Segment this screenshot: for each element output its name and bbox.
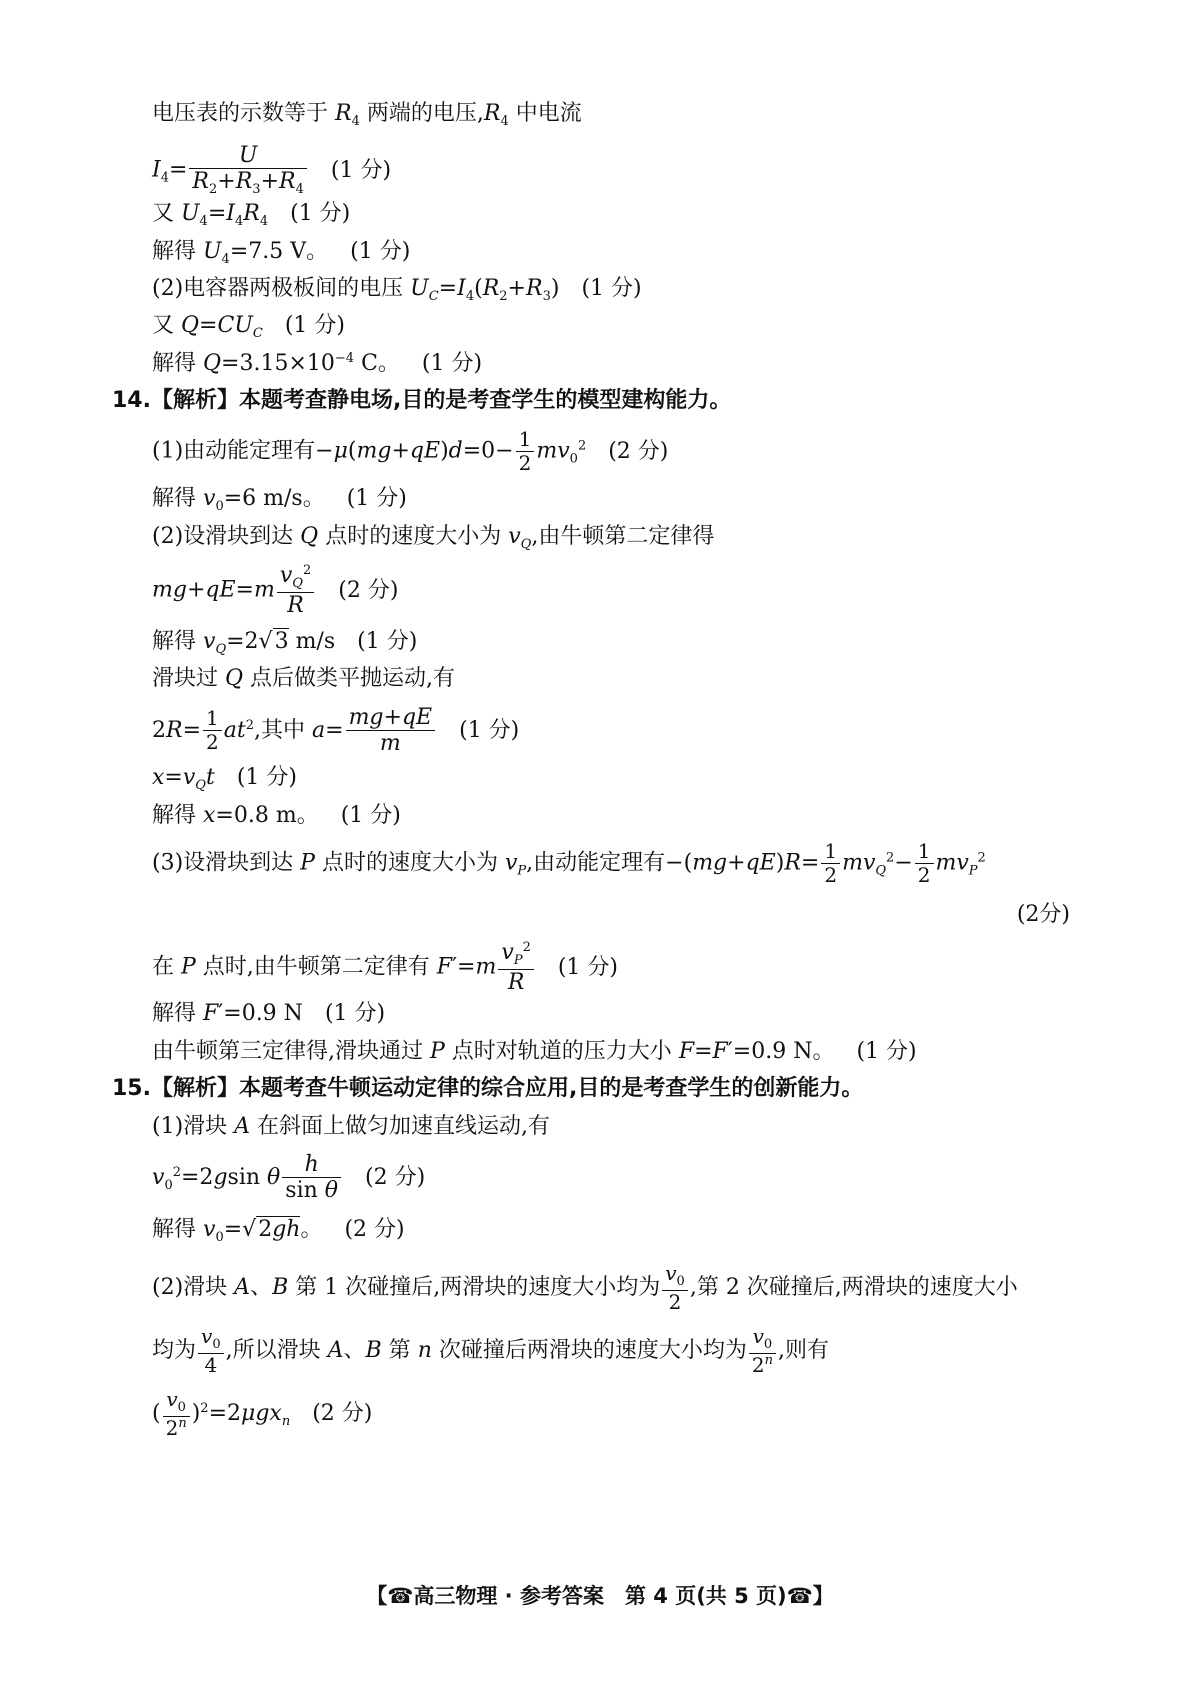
- footer-text: 高三物理 · 参考答案 第 4 页(共 5 页): [413, 1584, 787, 1608]
- result-x: 解得 x=0.8 m。 (1 分): [152, 803, 401, 828]
- formula-u4: 又 $U_4=I_4R_4$ (1 分): [152, 201, 351, 229]
- formula-energy-p: (3)设滑块到达 P 点时的速度大小为 $v_P$,由动能定理有−(mg+qE)R= $\frac{1}{2}$ $mv_Q^2-$ $\frac{1}{2}$ $mv_P^2$: [152, 839, 986, 887]
- result-v0-sqrt: 解得 $v_0=√2gh$。 (2 分): [152, 1217, 405, 1245]
- formula-centripetal-q: mg+qE=m $\frac{v_Q^2}{R}$ (2 分): [152, 563, 399, 618]
- formula-v0-squared: $v_0^2=2gsin$ θ $\frac{h}{\text{sin θ}}$ (2 分): [152, 1152, 426, 1204]
- line-vq-setup: (2)设滑块到达 Q 点时的速度大小为 $v_Q$,由牛顿第二定律得: [152, 524, 715, 552]
- formula-x: $x=v_Qt$ (1 分): [152, 765, 297, 793]
- result-v0: 解得 $v_0=6$ m/s。 (1 分): [152, 486, 407, 514]
- line-collision-n: 均为 $\frac{v_0}{4}$ ,所以滑块 A、B 第 n 次碰撞后两滑块的速度大小均为 $\frac{v_0}{2^n}$ ,则有: [152, 1324, 829, 1377]
- formula-2r: 2R= $\frac{1}{2}$ $at^2$,其中 a= $\frac{mg+qE}{m}$ (1 分): [152, 705, 520, 757]
- question-15-number: 15.: [112, 1076, 151, 1101]
- result-u4: 解得 $U_4=7.5$ V。 (1 分): [152, 239, 411, 267]
- page-footer: 【☎高三物理 · 参考答案 第 4 页(共 5 页)☎】: [366, 1584, 834, 1608]
- points-energy-p: (2分): [1016, 902, 1070, 927]
- phone-icon: ☎: [786, 1584, 813, 1608]
- question-14-header: [112, 390, 731, 412]
- result-q: 解得 $Q=3.15\times 10^{-4}$ C。 (1 分): [152, 351, 483, 376]
- question-14-number: 14.: [112, 388, 151, 413]
- result-vq: 解得 $v_Q=2√3$ m/s (1 分): [152, 629, 418, 657]
- line-collision-1: (2)滑块 A、B 第 1 次碰撞后,两滑块的速度大小均为 $\frac{v_0}{2}$ ,第 2 次碰撞后,两滑块的速度大小: [152, 1261, 1018, 1314]
- result-f-prime: 解得 F′=0.9 N (1 分): [152, 1001, 386, 1026]
- question-15-analysis: 【解析】本题考查牛顿运动定律的综合应用,目的是考查学生的创新能力。: [150, 1076, 864, 1101]
- phone-icon: ☎: [387, 1584, 414, 1608]
- line-slope-motion: (1)滑块 A 在斜面上做匀加速直线运动,有: [152, 1114, 551, 1139]
- formula-uc: (2)电容器两极板间的电压 $U_C=I_4(R_2+R_3)$ (1 分): [152, 276, 642, 304]
- question-15-header: [112, 1078, 863, 1100]
- question-14-analysis: 【解析】本题考查静电场,目的是考查学生的模型建构能力。: [150, 388, 732, 413]
- formula-kinetic-energy: (1)由动能定理有−μ(mg+qE)d=0− $\frac{1}{2}$ $mv_0^2$ (2 分): [152, 427, 669, 475]
- line-r4-current: 电压表的示数等于 $R_4$ 两端的电压$,R_4$ 中电流: [152, 101, 582, 129]
- line-projectile: 滑块过 Q 点后做类平抛运动,有: [152, 666, 456, 691]
- formula-q: 又 $Q=CU_C$ (1 分): [152, 313, 345, 341]
- formula-i4: $I_4=$ $\frac{U}{R_2+R_3+R_4}$ (1 分): [152, 143, 392, 198]
- line-third-law: 由牛顿第三定律得,滑块通过 P 点时对轨道的压力大小 F=F′=0.9 N。 (1 分): [152, 1039, 917, 1064]
- formula-xn: ( $\frac{v_0}{2^n}$ )$^2$=2μgx$_n$ (2 分): [152, 1387, 373, 1440]
- formula-centripetal-p: 在 P 点时,由牛顿第二定律有 F′=m $\frac{v_P^2}{R}$ (1 分): [152, 940, 619, 995]
